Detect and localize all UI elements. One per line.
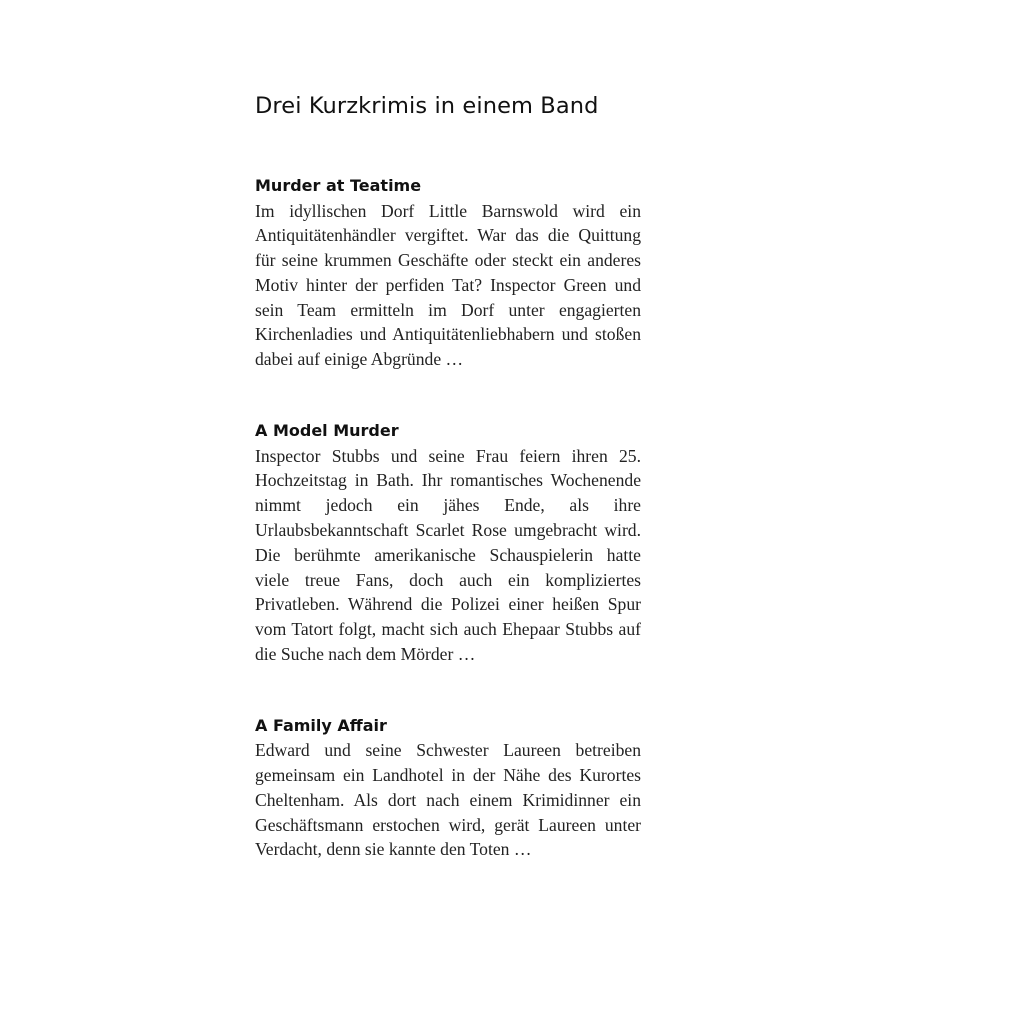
- story-synopsis: Inspector Stubbs und seine Frau feiern ihren 25. Hochzeitstag in Bath. Ihr romantisches Wochenende nimmt jedoch ein jähes Ende, als ihre Urlaubsbekanntschaft Scarlet Rose umgebracht wird. Die berühmte amerikanische Schauspielerin hatte viele treue Fans, doch auch ein kompliziertes Privatleben. Während die Polizei einer heißen Spur vom Tatort folgt, macht sich auch Ehepaar Stubbs auf die Suche nach dem Mörder …: [255, 445, 641, 664]
- story-section: [255, 419, 641, 667]
- text-column: [255, 88, 641, 909]
- story-section: [255, 714, 641, 862]
- story-title: Murder at Teatime: [255, 176, 422, 195]
- story-synopsis: Im idyllischen Dorf Little Barnswold wird ein Antiquitätenhändler vergiftet. War das die Quittung für seine krummen Geschäfte oder steckt ein anderes Motiv hinter der perfiden Tat? Inspector Green und sein Team ermitteln im Dorf unter engagierten Kirchenladies und Antiquitätenliebhabern und stoßen dabei auf einige Abgründe …: [255, 200, 641, 370]
- story-title: A Family Affair: [255, 715, 387, 735]
- page-title: Drei Kurzkrimis in einem Band: [255, 93, 599, 119]
- story-title: A Model Murder: [255, 421, 399, 441]
- story-section: [255, 174, 641, 372]
- story-synopsis: Edward und seine Schwester Laureen betreiben gemeinsam ein Landhotel in der Nähe des Kurortes Cheltenham. Als dort nach einem Krimidinner ein Geschäftsmann erstochen wird, gerät Laureen unter Verdacht, denn sie kannte den Toten …: [255, 740, 641, 860]
